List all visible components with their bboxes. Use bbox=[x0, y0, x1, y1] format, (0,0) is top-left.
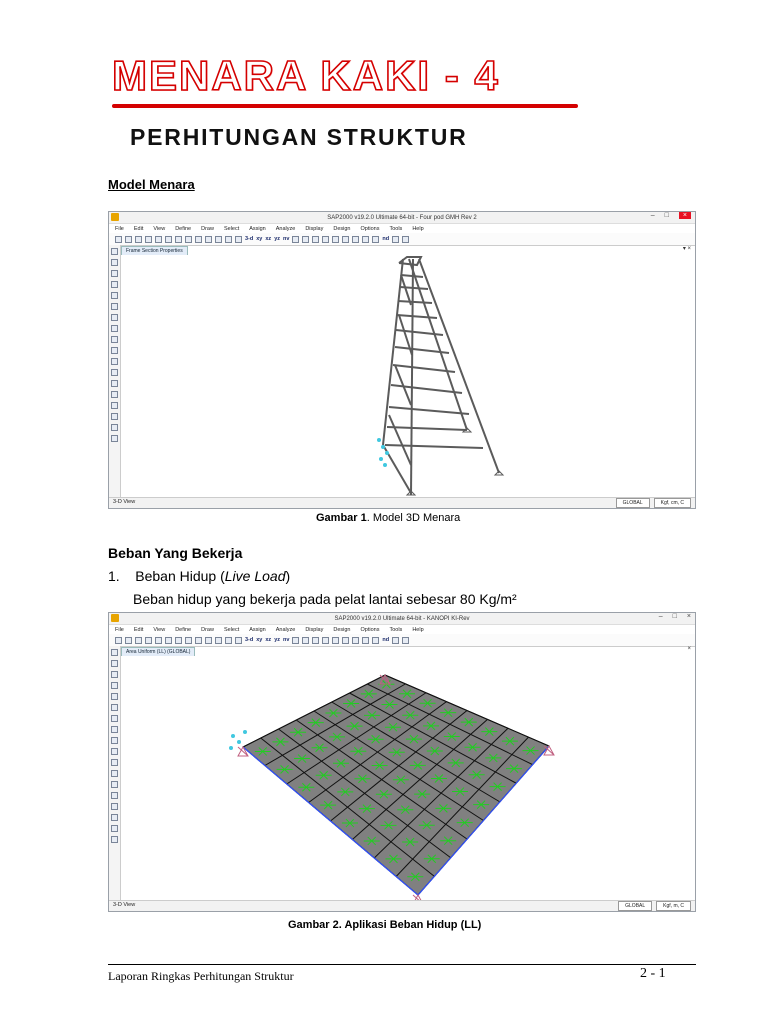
sap-logo-icon bbox=[111, 614, 119, 622]
run-icon[interactable] bbox=[175, 637, 182, 644]
list-item-description: Beban hidup yang bekerja pada pelat lantai sebesar 80 Kg/m² bbox=[133, 591, 517, 607]
draw-cable-icon[interactable] bbox=[111, 693, 118, 700]
snap-grid-icon[interactable] bbox=[111, 435, 118, 442]
draw-frame-icon[interactable] bbox=[111, 682, 118, 689]
menu-options[interactable]: Options bbox=[360, 225, 380, 232]
menu-design[interactable]: Design bbox=[333, 626, 351, 633]
frame-icon[interactable] bbox=[352, 236, 359, 243]
lock-icon[interactable] bbox=[165, 236, 172, 243]
snap-grid-icon[interactable] bbox=[111, 836, 118, 843]
draw-quad-icon[interactable] bbox=[111, 336, 118, 343]
selected-joint bbox=[229, 746, 233, 750]
select-previous-icon[interactable] bbox=[111, 369, 118, 376]
menu-edit[interactable]: Edit bbox=[133, 626, 144, 633]
draw-rect-icon[interactable] bbox=[111, 325, 118, 332]
window-title: SAP2000 v19.2.0 Ultimate 64-bit - Four pod GMH Rev 2 bbox=[327, 214, 477, 221]
figure1-caption-label: Gambar 1 bbox=[316, 512, 367, 524]
units-select[interactable]: Kgf, cm, C bbox=[654, 498, 691, 508]
snap-mid-icon[interactable] bbox=[111, 391, 118, 398]
menu-define[interactable]: Define bbox=[175, 626, 192, 633]
footer-rule bbox=[108, 964, 696, 965]
draw-brace-icon[interactable] bbox=[111, 303, 118, 310]
snap-line-icon[interactable] bbox=[111, 825, 118, 832]
menu-bar bbox=[109, 625, 695, 634]
figure1-caption bbox=[316, 512, 460, 524]
toolbar-nd-label[interactable]: nd bbox=[382, 236, 390, 242]
check-icon[interactable] bbox=[342, 637, 349, 644]
draw-cable-icon[interactable] bbox=[111, 292, 118, 299]
support-icon[interactable] bbox=[372, 637, 379, 644]
menu-file[interactable]: File bbox=[115, 626, 124, 633]
zoom-full-icon[interactable] bbox=[215, 637, 222, 644]
reshape-icon[interactable] bbox=[111, 259, 118, 266]
zoom-window-icon[interactable] bbox=[205, 637, 212, 644]
section-icon[interactable] bbox=[392, 236, 399, 243]
menu-tools[interactable]: Tools bbox=[389, 225, 403, 232]
left-toolbar bbox=[109, 646, 121, 901]
status-view-label: 3-D View bbox=[113, 902, 136, 908]
list-label-after: ) bbox=[285, 568, 291, 584]
view-3d-button[interactable]: 3-d bbox=[245, 236, 254, 242]
list-item bbox=[108, 568, 290, 584]
view-xz-button[interactable]: xz bbox=[265, 637, 272, 643]
select-all-icon[interactable] bbox=[111, 358, 118, 365]
draw-area-icon[interactable] bbox=[111, 314, 118, 321]
snap-intersect-icon[interactable] bbox=[111, 402, 118, 409]
redo-icon[interactable] bbox=[155, 637, 162, 644]
figure1-caption-text: . Model 3D Menara bbox=[366, 512, 461, 524]
status-bar bbox=[109, 497, 695, 508]
pointer-icon[interactable] bbox=[111, 649, 118, 656]
menu-view[interactable]: View bbox=[153, 626, 166, 633]
menu-select[interactable]: Select bbox=[223, 626, 240, 633]
snap-line-icon[interactable] bbox=[111, 424, 118, 431]
menu-file[interactable]: File bbox=[115, 225, 124, 232]
new-model-icon[interactable] bbox=[115, 236, 122, 243]
zoom-out-icon[interactable] bbox=[195, 637, 202, 644]
minimize-button[interactable]: – bbox=[658, 613, 663, 620]
menu-bar bbox=[109, 224, 695, 233]
toolbar bbox=[109, 233, 695, 246]
check-icon[interactable] bbox=[342, 236, 349, 243]
display-options-icon[interactable] bbox=[332, 236, 339, 243]
menu-assign[interactable]: Assign bbox=[249, 626, 266, 633]
zoom-window-icon[interactable] bbox=[205, 236, 212, 243]
down-icon[interactable] bbox=[322, 637, 329, 644]
lock-icon[interactable] bbox=[165, 637, 172, 644]
section-icon[interactable] bbox=[392, 637, 399, 644]
up-icon[interactable] bbox=[312, 637, 319, 644]
draw-solid-icon[interactable] bbox=[111, 347, 118, 354]
section-heading-loads: Beban Yang Bekerja bbox=[108, 545, 243, 561]
toolbar-nd-label[interactable]: nd bbox=[382, 637, 390, 643]
selected-joint bbox=[237, 740, 241, 744]
model-canvas-tower[interactable] bbox=[121, 255, 695, 498]
pointer-icon[interactable] bbox=[111, 248, 118, 255]
draw-brace-icon[interactable] bbox=[111, 704, 118, 711]
refresh-icon[interactable] bbox=[235, 236, 242, 243]
coord-system-select[interactable]: GLOBAL bbox=[616, 498, 650, 508]
sap-logo-icon bbox=[111, 213, 119, 221]
new-model-icon[interactable] bbox=[115, 637, 122, 644]
up-icon[interactable] bbox=[312, 236, 319, 243]
menu-tools[interactable]: Tools bbox=[389, 626, 403, 633]
draw-joint-icon[interactable] bbox=[111, 671, 118, 678]
selected-joint bbox=[231, 734, 235, 738]
run-icon[interactable] bbox=[175, 236, 182, 243]
select-previous-icon[interactable] bbox=[111, 770, 118, 777]
view-yz-button[interactable]: yz bbox=[274, 236, 280, 242]
panel-close-icon[interactable]: × bbox=[687, 646, 691, 652]
zoom-full-icon[interactable] bbox=[215, 236, 222, 243]
close-button[interactable]: × bbox=[686, 613, 691, 620]
draw-rect-icon[interactable] bbox=[111, 726, 118, 733]
view-nv-button[interactable]: nv bbox=[283, 637, 290, 643]
open-icon[interactable] bbox=[125, 637, 132, 644]
view-nv-button[interactable]: nv bbox=[283, 236, 290, 242]
document-subtitle: PERHITUNGAN STRUKTUR bbox=[130, 124, 468, 150]
pan-icon[interactable] bbox=[225, 236, 232, 243]
window-titlebar bbox=[109, 613, 695, 625]
list-number: 1. bbox=[108, 568, 120, 584]
draw-frame-icon[interactable] bbox=[111, 281, 118, 288]
view-xy-button[interactable]: xy bbox=[256, 236, 263, 242]
perspective-icon[interactable] bbox=[302, 637, 309, 644]
menu-analyze[interactable]: Analyze bbox=[275, 626, 296, 633]
zoom-out-icon[interactable] bbox=[195, 236, 202, 243]
units-select[interactable]: Kgf, m, C bbox=[656, 901, 691, 911]
select-all-icon[interactable] bbox=[111, 759, 118, 766]
menu-draw[interactable]: Draw bbox=[201, 626, 214, 633]
coord-system-select[interactable]: GLOBAL bbox=[618, 901, 652, 911]
snap-perp-icon[interactable] bbox=[111, 814, 118, 821]
menu-edit[interactable]: Edit bbox=[133, 225, 144, 232]
close-button[interactable]: × bbox=[679, 212, 691, 219]
snap-mid-icon[interactable] bbox=[111, 792, 118, 799]
zoom-in-icon[interactable] bbox=[185, 236, 192, 243]
sap-window-tower bbox=[108, 211, 696, 509]
slab-3d-model bbox=[121, 656, 696, 902]
section-heading-model: Model Menara bbox=[108, 177, 195, 192]
minimize-button[interactable]: – bbox=[650, 212, 655, 219]
pan-icon[interactable] bbox=[225, 637, 232, 644]
window-title: SAP2000 v19.2.0 Ultimate 64-bit - KANOPI KI-Rev bbox=[334, 615, 470, 622]
grid-icon[interactable] bbox=[402, 637, 409, 644]
menu-draw[interactable]: Draw bbox=[201, 225, 214, 232]
undo-icon[interactable] bbox=[145, 637, 152, 644]
joint-icon[interactable] bbox=[362, 236, 369, 243]
snap-icon[interactable] bbox=[111, 781, 118, 788]
draw-area-icon[interactable] bbox=[111, 715, 118, 722]
page-number: 2 - 1 bbox=[640, 966, 666, 981]
support-markers bbox=[407, 428, 503, 495]
menu-define[interactable]: Define bbox=[175, 225, 192, 232]
view-3d-button[interactable]: 3-d bbox=[245, 637, 254, 643]
document-title: MENARA KAKI - 4 bbox=[112, 52, 500, 99]
zoom-in-icon[interactable] bbox=[185, 637, 192, 644]
view-xy-button[interactable]: xy bbox=[256, 637, 263, 643]
menu-options[interactable]: Options bbox=[360, 626, 380, 633]
save-icon[interactable] bbox=[135, 236, 142, 243]
model-canvas-slab[interactable] bbox=[121, 656, 695, 901]
panel-close-icon[interactable]: ▾ × bbox=[682, 246, 691, 252]
menu-design[interactable]: Design bbox=[333, 225, 351, 232]
figure2-caption: Gambar 2. Aplikasi Beban Hidup (LL) bbox=[288, 919, 482, 931]
menu-help[interactable]: Help bbox=[412, 626, 424, 633]
window-titlebar bbox=[109, 212, 695, 224]
selected-joint bbox=[243, 730, 247, 734]
list-label-italic: Live Load bbox=[224, 568, 286, 584]
status-view-label: 3-D View bbox=[113, 499, 136, 505]
snap-perp-icon[interactable] bbox=[111, 413, 118, 420]
footer-report-title: Laporan Ringkas Perhitungan Struktur bbox=[108, 969, 294, 983]
tab-frame-section[interactable]: Frame Section Properties bbox=[121, 246, 188, 255]
display-options-icon[interactable] bbox=[332, 637, 339, 644]
rotate-icon[interactable] bbox=[292, 236, 299, 243]
draw-solid-icon[interactable] bbox=[111, 748, 118, 755]
menu-assign[interactable]: Assign bbox=[249, 225, 266, 232]
tab-area-uniform[interactable]: Area Uniform (LL) (GLOBAL) bbox=[121, 647, 195, 656]
rotate-icon[interactable] bbox=[292, 637, 299, 644]
sap-window-slab bbox=[108, 612, 696, 912]
tower-3d-model bbox=[121, 255, 696, 499]
save-icon[interactable] bbox=[135, 637, 142, 644]
down-icon[interactable] bbox=[322, 236, 329, 243]
menu-help[interactable]: Help bbox=[412, 225, 424, 232]
maximize-button[interactable]: □ bbox=[672, 613, 677, 620]
menu-select[interactable]: Select bbox=[223, 225, 240, 232]
menu-display[interactable]: Display bbox=[305, 225, 324, 232]
open-icon[interactable] bbox=[125, 236, 132, 243]
perspective-icon[interactable] bbox=[302, 236, 309, 243]
snap-intersect-icon[interactable] bbox=[111, 803, 118, 810]
menu-view[interactable]: View bbox=[153, 225, 166, 232]
menu-display[interactable]: Display bbox=[305, 626, 324, 633]
snap-icon[interactable] bbox=[111, 380, 118, 387]
left-toolbar bbox=[109, 245, 121, 498]
redo-icon[interactable] bbox=[155, 236, 162, 243]
toolbar bbox=[109, 634, 695, 647]
undo-icon[interactable] bbox=[145, 236, 152, 243]
menu-analyze[interactable]: Analyze bbox=[275, 225, 296, 232]
title-underline bbox=[112, 104, 578, 108]
support-icon[interactable] bbox=[372, 236, 379, 243]
status-bar bbox=[109, 900, 695, 911]
joint-icon[interactable] bbox=[362, 637, 369, 644]
maximize-button[interactable]: □ bbox=[664, 212, 669, 219]
draw-quad-icon[interactable] bbox=[111, 737, 118, 744]
list-label-before: Beban Hidup ( bbox=[135, 568, 225, 584]
frame-icon[interactable] bbox=[352, 637, 359, 644]
draw-joint-icon[interactable] bbox=[111, 270, 118, 277]
grid-icon[interactable] bbox=[402, 236, 409, 243]
view-xz-button[interactable]: xz bbox=[265, 236, 272, 242]
view-yz-button[interactable]: yz bbox=[274, 637, 280, 643]
reshape-icon[interactable] bbox=[111, 660, 118, 667]
refresh-icon[interactable] bbox=[235, 637, 242, 644]
